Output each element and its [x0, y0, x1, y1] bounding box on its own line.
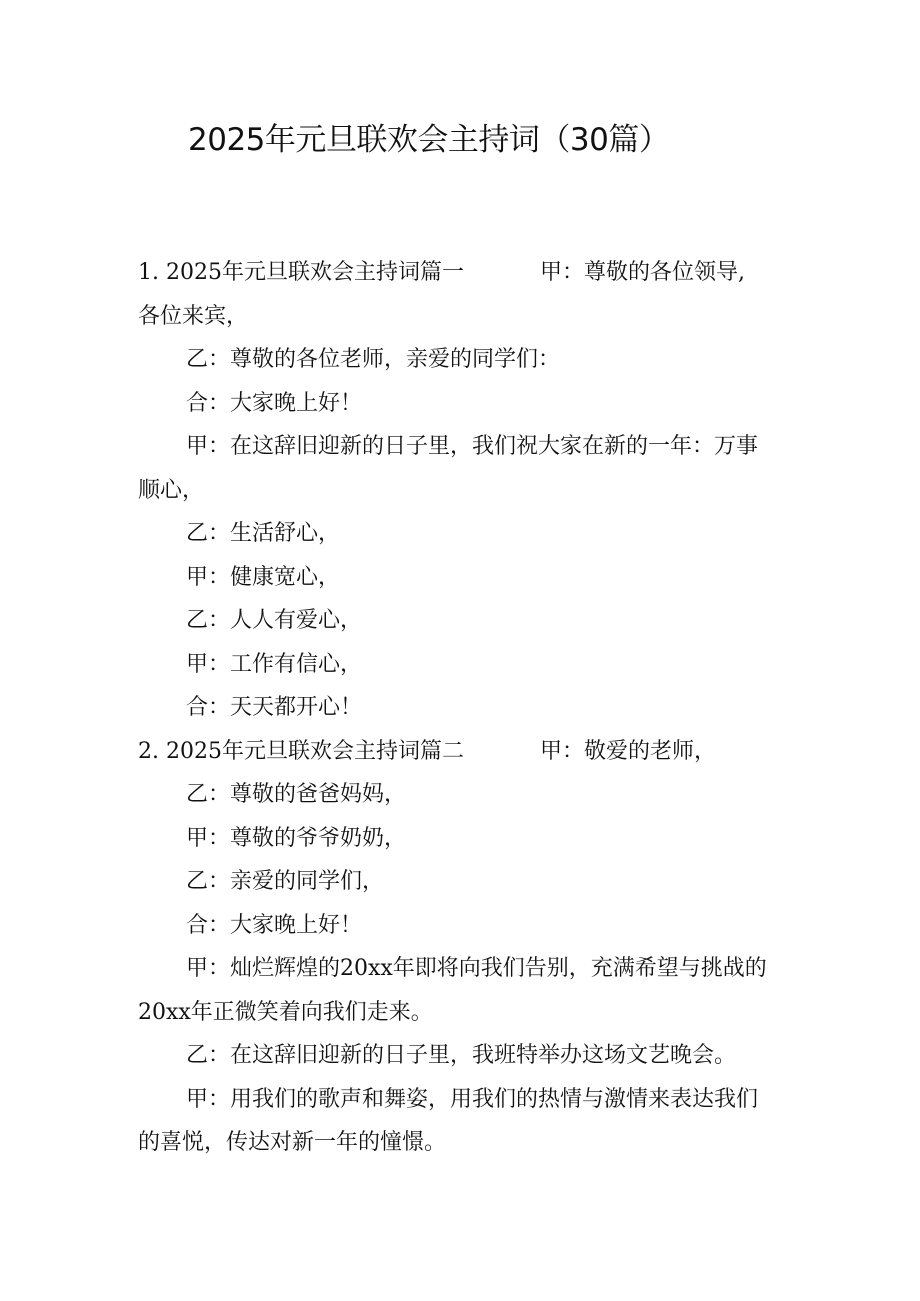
section-1-opening-continued: 各位来宾， [138, 303, 249, 329]
dialogue-line: 甲：尊敬的爷爷奶奶， [186, 825, 407, 851]
dialogue-line: 甲：用我们的歌声和舞姿，用我们的热情与激情来表达我们的喜悦，传达对新一年的憧憬。 [138, 1086, 759, 1155]
section-1-opening: 甲：尊敬的各位领导, [539, 260, 745, 285]
section-1-heading-line [138, 251, 778, 295]
section-1-heading: 1. 2025年元旦联欢会主持词篇一 [138, 260, 464, 285]
document-title: 2025年元旦联欢会主持词（30篇） [188, 122, 670, 158]
document-body [138, 251, 778, 1165]
dialogue-line: 乙：人人有爱心， [186, 608, 363, 633]
section-2-heading: 2. 2025年元旦联欢会主持词篇二 [138, 738, 464, 764]
dialogue-line: 乙：生活舒心， [186, 521, 341, 546]
dialogue-line: 乙：在这辞旧迎新的日子里，我班特举办这场文艺晚会。 [186, 1043, 737, 1068]
dialogue-line: 合：大家晚上好！ [186, 912, 363, 938]
dialogue-line: 乙：尊敬的各位老师，亲爱的同学们： [186, 347, 561, 372]
dialogue-line: 甲：工作有信心， [186, 651, 363, 677]
section-2-heading-line [138, 730, 778, 774]
dialogue-line: 甲：健康宽心， [186, 564, 341, 590]
dialogue-line: 合：大家晚上好！ [186, 390, 363, 416]
dialogue-line: 乙：亲爱的同学们， [186, 869, 385, 894]
dialogue-line: 合：天天都开心！ [186, 695, 363, 720]
dialogue-line: 乙：尊敬的爸爸妈妈， [186, 782, 407, 807]
section-2-opening: 甲：敬爱的老师， [539, 738, 716, 764]
dialogue-line: 甲：灿烂辉煌的20xx年即将向我们告别，充满希望与挑战的20xx年正微笑着向我们走来。 [138, 956, 767, 1025]
dialogue-line: 甲：在这辞旧迎新的日子里，我们祝大家在新的一年：万事顺心， [138, 434, 759, 503]
